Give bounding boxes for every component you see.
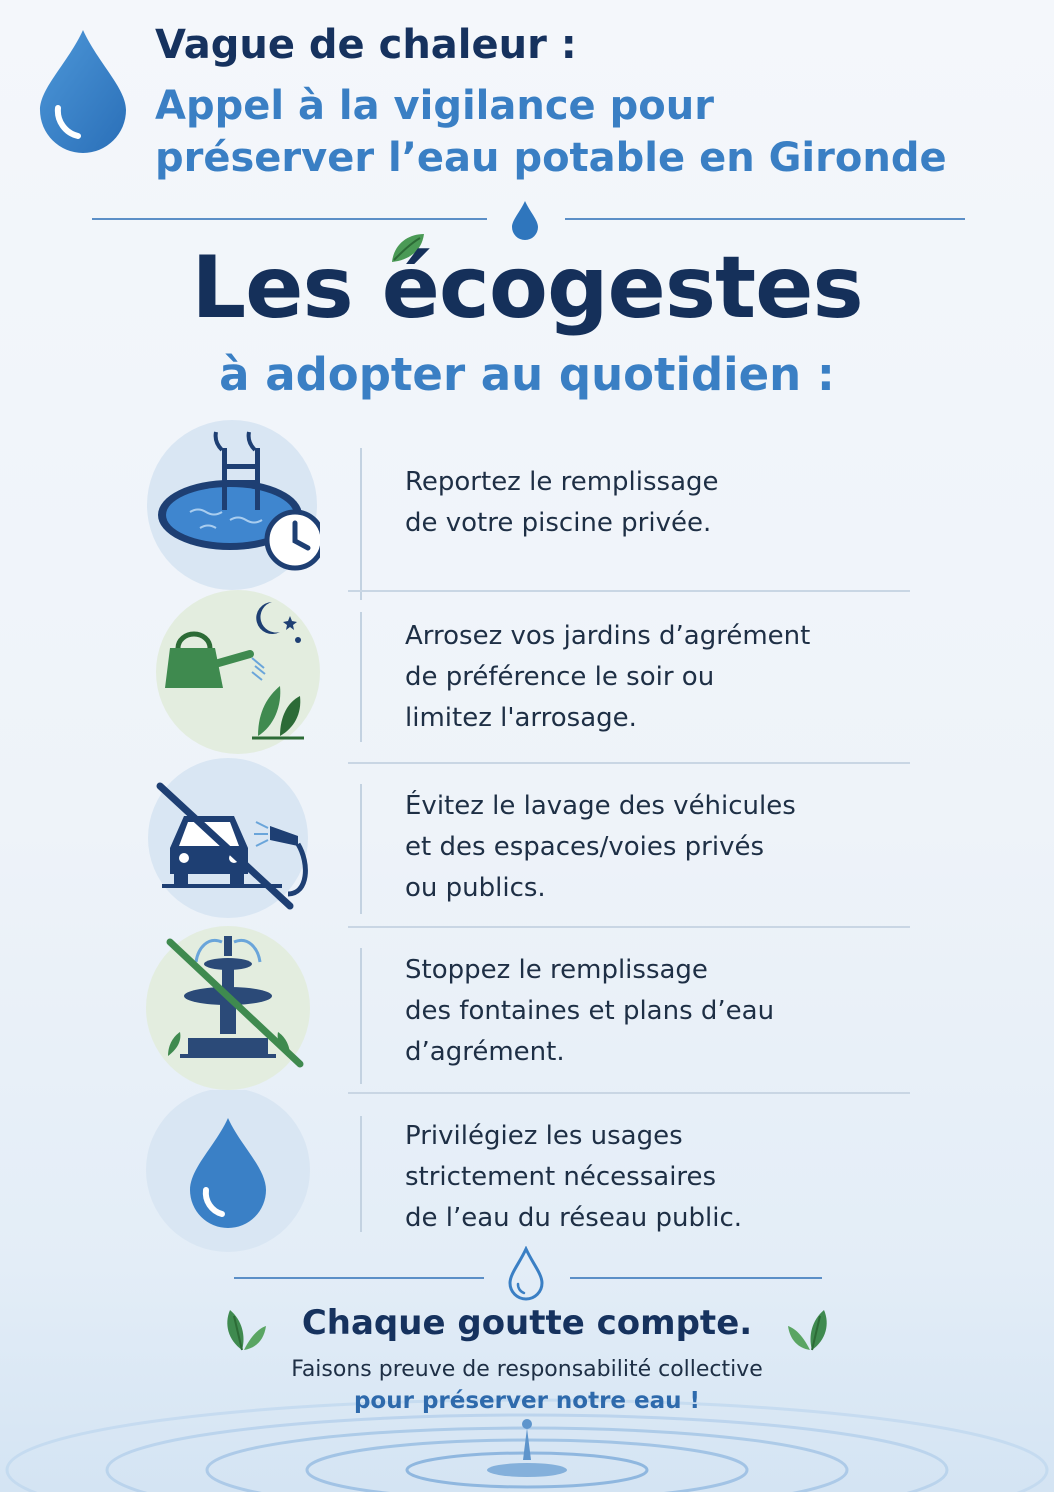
- item-text-line: de préférence le soir ou: [405, 662, 715, 692]
- item-text: [405, 462, 905, 544]
- list-item-water-use: [140, 1090, 910, 1250]
- main-subtitle: à adopter au quotidien :: [219, 348, 835, 401]
- item-text-line: et des espaces/voies privés: [405, 832, 765, 862]
- item-text-line: d’agrément.: [405, 1037, 565, 1067]
- outline-drop-icon: [506, 1246, 546, 1302]
- footer-text: Faisons preuve de responsabilité collective: [291, 1357, 763, 1382]
- list-item-pool: [140, 420, 910, 590]
- list-item-fountain: [140, 924, 910, 1094]
- item-text: [405, 786, 905, 909]
- item-text-line: Évitez le lavage des véhicules: [405, 791, 796, 821]
- footer-divider-right: [570, 1277, 822, 1279]
- small-drop-icon: [510, 200, 540, 240]
- item-text: [405, 950, 905, 1073]
- item-text-line: limitez l'arrosage.: [405, 703, 637, 733]
- main-title: Les écogestes: [191, 238, 863, 338]
- water-drop-icon: [140, 1090, 320, 1260]
- no-fountain-icon: [140, 924, 320, 1094]
- footer-divider-left: [234, 1277, 484, 1279]
- no-car-wash-icon: [140, 756, 320, 926]
- header-subtitle-line2: préserver l’eau potable en Gironde: [155, 135, 947, 181]
- header-title: Vague de chaleur :: [155, 22, 577, 68]
- item-text-line: de votre piscine privée.: [405, 508, 712, 538]
- watering-can-night-icon: [140, 588, 320, 758]
- item-text: [405, 616, 905, 739]
- list-item-watering: [140, 588, 910, 758]
- header-subtitle-line1: Appel à la vigilance pour: [155, 83, 714, 129]
- pool-clock-icon: [140, 420, 320, 590]
- item-text-line: strictement nécessaires: [405, 1162, 717, 1192]
- header-divider-left: [92, 218, 487, 220]
- item-divider: [360, 1116, 362, 1232]
- item-divider: [360, 784, 362, 914]
- item-text-line: Privilégiez les usages: [405, 1121, 683, 1151]
- header-divider-right: [565, 218, 965, 220]
- water-drop-icon: [38, 28, 128, 153]
- footer-title: Chaque goutte compte.: [301, 1303, 753, 1343]
- item-divider: [360, 948, 362, 1084]
- item-text-line: de l’eau du réseau public.: [405, 1203, 742, 1233]
- item-text-line: Arrosez vos jardins d’agrément: [405, 621, 811, 651]
- item-text-line: ou publics.: [405, 873, 546, 903]
- item-text-line: Reportez le remplissage: [405, 467, 719, 497]
- item-text: [405, 1116, 905, 1239]
- header-subtitle: [155, 80, 947, 184]
- item-text-line: des fontaines et plans d’eau: [405, 996, 775, 1026]
- item-divider: [360, 612, 362, 742]
- item-text-line: Stoppez le remplissage: [405, 955, 708, 985]
- item-divider: [360, 448, 362, 600]
- list-item-car-wash: [140, 756, 910, 926]
- footer-callout: pour préserver notre eau !: [353, 1388, 701, 1414]
